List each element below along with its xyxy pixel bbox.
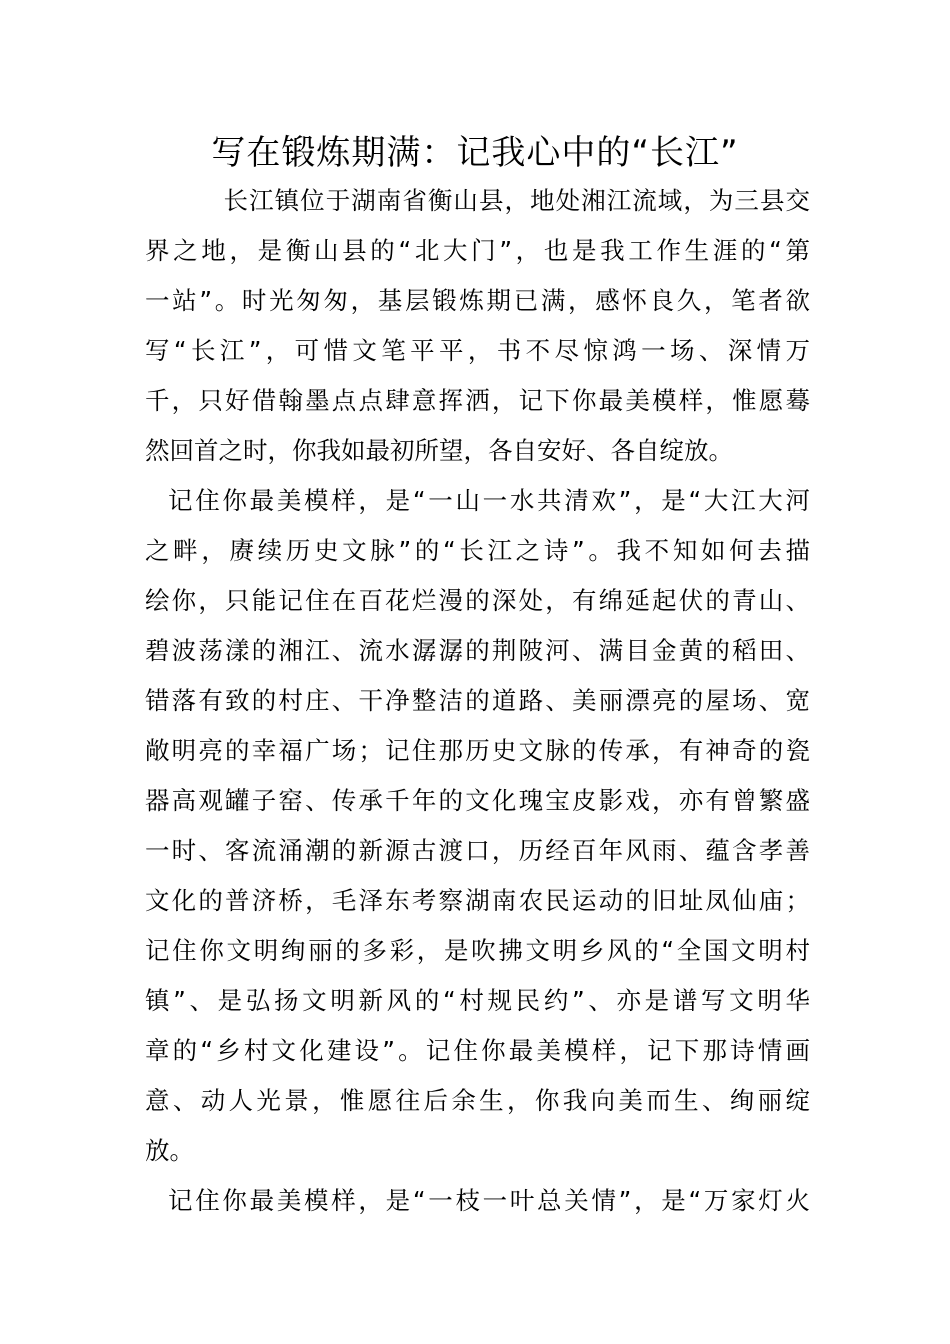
paragraph-line: 文化的普济桥，毛泽东考察湖南农民运动的旧址凤仙庙； — [145, 886, 810, 915]
paragraph-line: 记住你最美模样，是“一山一水共清欢”，是“大江大河 — [168, 486, 810, 515]
paragraph-line: 千，只好借翰墨点点肆意挥洒，记下你最美模样，惟愿蓦 — [145, 386, 810, 415]
paragraph-line: 之畔，赓续历史文脉”的“长江之诗”。我不知如何去描 — [145, 536, 810, 565]
paragraph-line: 意、动人光景，惟愿往后余生，你我向美而生、绚丽绽 — [145, 1086, 810, 1115]
paragraph-line: 敞明亮的幸福广场；记住那历史文脉的传承，有神奇的瓷 — [145, 736, 810, 765]
paragraph-line: 器高观罐子窑、传承千年的文化瑰宝皮影戏，亦有曾繁盛 — [145, 786, 810, 815]
paragraph-line: 放。 — [145, 1136, 194, 1165]
paragraph-line: 写“长江”，可惜文笔平平，书不尽惊鸿一场、深情万 — [145, 336, 810, 365]
paragraph-line: 界之地，是衡山县的“北大门”，也是我工作生涯的“第 — [145, 236, 810, 265]
paragraph-line: 记住你文明绚丽的多彩，是吹拂文明乡风的“全国文明村 — [145, 936, 810, 965]
paragraph-line: 碧波荡漾的湘江、流水潺潺的荆陂河、满目金黄的稻田、 — [145, 636, 810, 665]
paragraph-line: 一站”。时光匆匆，基层锻炼期已满，感怀良久，笔者欲 — [145, 286, 810, 315]
paragraph-line: 绘你，只能记住在百花烂漫的深处，有绵延起伏的青山、 — [145, 586, 810, 615]
paragraph-line: 长江镇位于湖南省衡山县，地处湘江流域，为三县交 — [198, 186, 810, 215]
paragraph-line: 章的“乡村文化建设”。记住你最美模样，记下那诗情画 — [145, 1036, 810, 1065]
paragraph-line: 记住你最美模样，是“一枝一叶总关情”，是“万家灯火 — [168, 1186, 810, 1215]
paragraph-line: 一时、客流涌潮的新源古渡口，历经百年风雨、蕴含孝善 — [145, 836, 810, 865]
paragraph-line: 然回首之时，你我如最初所望，各自安好、各自绽放。 — [145, 436, 733, 465]
document-title: 写在锻炼期满：记我心中的“长江” — [211, 133, 739, 173]
paragraph-line: 镇”、是弘扬文明新风的“村规民约”、亦是谱写文明华 — [145, 986, 810, 1015]
paragraph-line: 错落有致的村庄、干净整洁的道路、美丽漂亮的屋场、宽 — [145, 686, 810, 715]
